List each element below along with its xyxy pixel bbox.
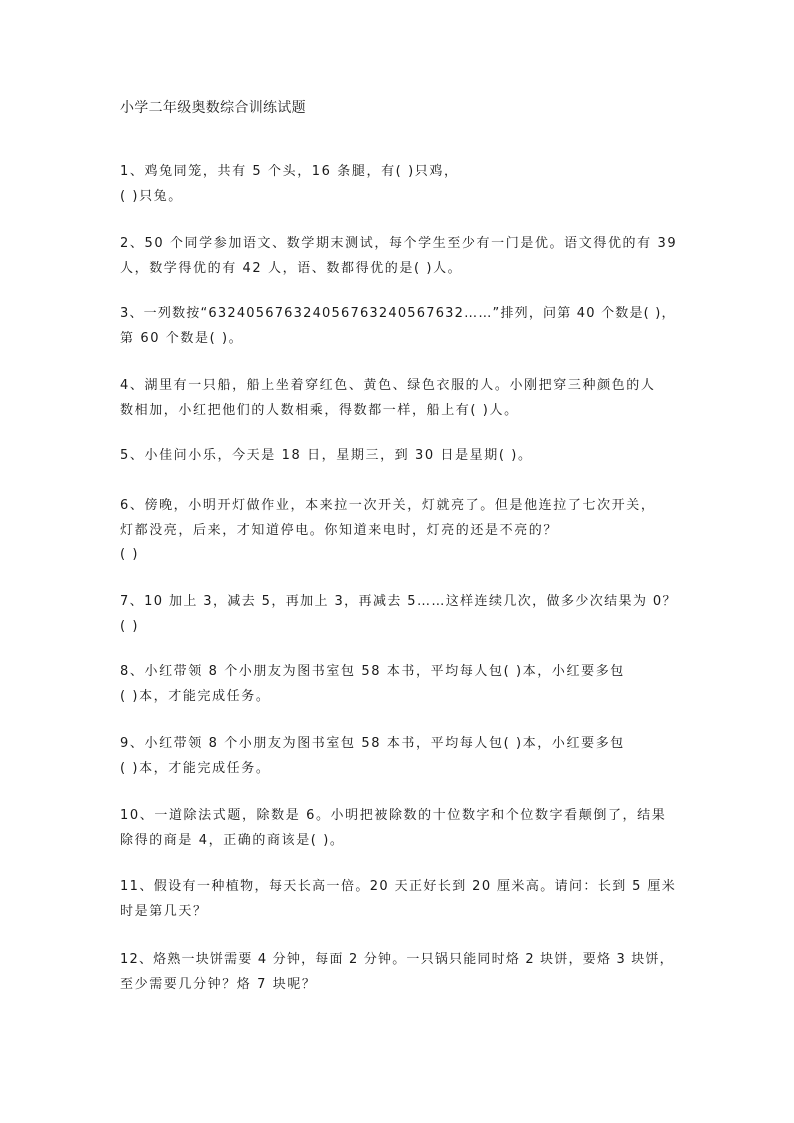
question-line: ( ) bbox=[120, 547, 140, 562]
question-line: 人，数学得优的有 42 人，语、数都得优的是( )人。 bbox=[120, 260, 463, 276]
question-line: ( )本，才能完成任务。 bbox=[120, 688, 271, 704]
question-2 bbox=[120, 232, 680, 281]
question-line: 第 60 个数是( )。 bbox=[120, 330, 244, 346]
question-line: 时是第几天？ bbox=[120, 903, 208, 919]
question-line: 11、假设有一种植物，每天长高一倍。20 天正好长到 20 厘米高。请问：长到 5 厘米 bbox=[120, 879, 677, 894]
question-line: 9、小红带领 8 个小朋友为图书室包 58 本书，平均每人包( )本，小红要多包 bbox=[120, 736, 625, 751]
question-7 bbox=[120, 590, 680, 639]
question-line: 2、50 个同学参加语文、数学期末测试，每个学生至少有一门是优。语文得优的有 39 bbox=[120, 236, 678, 251]
question-8 bbox=[120, 660, 680, 709]
question-line: 4、湖里有一只船，船上坐着穿红色、黄色、绿色衣服的人。小刚把穿三种颜色的人 bbox=[120, 378, 656, 393]
question-3 bbox=[120, 302, 680, 351]
question-line: 灯都没亮，后来，才知道停电。你知道来电时，灯亮的还是不亮的？ bbox=[120, 522, 559, 538]
question-line: ( )本，才能完成任务。 bbox=[120, 760, 271, 776]
question-line: 至少需要几分钟？烙 7 块呢？ bbox=[120, 976, 317, 992]
question-line: 除得的商是 4，正确的商该是( )。 bbox=[120, 832, 345, 848]
question-1 bbox=[120, 160, 680, 209]
question-5 bbox=[120, 444, 680, 469]
question-4 bbox=[120, 374, 680, 423]
question-line: 7、10 加上 3，减去 5，再加上 3，再减去 5……这样连续几次，做多少次结果为 0？ bbox=[120, 594, 677, 609]
question-line: 5、小佳问小乐，今天是 18 日，星期三，到 30 日是星期( )。 bbox=[120, 448, 533, 463]
question-line: 1、鸡兔同笼，共有 5 个头，16 条腿，有( )只鸡， bbox=[120, 164, 459, 179]
question-6 bbox=[120, 494, 680, 568]
question-12 bbox=[120, 948, 680, 997]
question-line: ( )只兔。 bbox=[120, 188, 183, 204]
question-line: 3、一列数按“632405676324056763240567632……”排列，问第 40 个数是( )， bbox=[120, 306, 676, 321]
question-10 bbox=[120, 804, 680, 853]
document-title: 小学二年级奥数综合训练试题 bbox=[120, 100, 306, 116]
question-line: 数相加，小红把他们的人数相乘，得数都一样，船上有( )人。 bbox=[120, 402, 519, 418]
question-line: 12、烙熟一块饼需要 4 分钟，每面 2 分钟。一只锅只能同时烙 2 块饼，要烙 3 块饼， bbox=[120, 952, 674, 967]
question-line: 10、一道除法式题，除数是 6。小明把被除数的十位数字和个位数字看颠倒了，结果 bbox=[120, 808, 667, 823]
question-9 bbox=[120, 732, 680, 781]
question-line: 6、傍晚，小明开灯做作业，本来拉一次开关，灯就亮了。但是他连拉了七次开关， bbox=[120, 498, 656, 513]
question-line: 8、小红带领 8 个小朋友为图书室包 58 本书，平均每人包( )本，小红要多包 bbox=[120, 664, 625, 679]
question-11 bbox=[120, 875, 680, 924]
question-line: ( ) bbox=[120, 618, 140, 634]
